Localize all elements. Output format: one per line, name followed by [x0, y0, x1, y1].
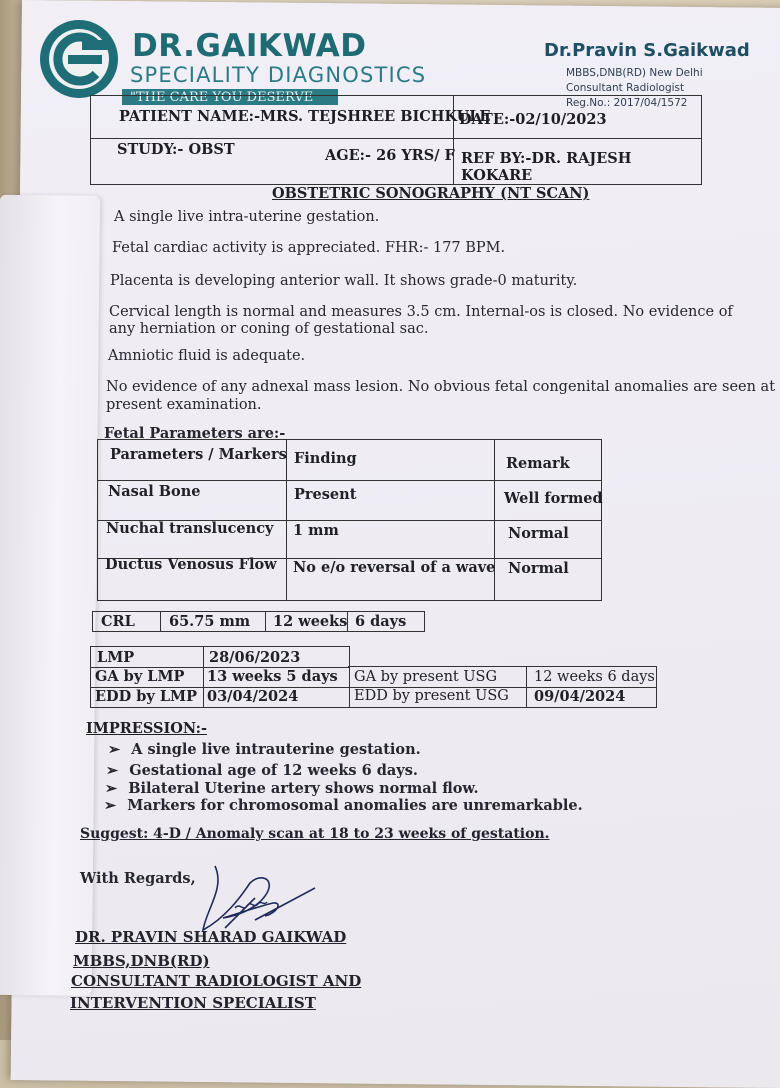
table-cell: Present — [294, 486, 357, 503]
edd-lmp-label: EDD by LMP — [95, 688, 198, 705]
ga-lmp-label: GA by LMP — [95, 668, 185, 685]
crl-table — [92, 611, 425, 632]
ga-usg-label: GA by present USG — [354, 669, 498, 685]
finding-line: A single live intra-uterine gestation. — [114, 209, 380, 225]
doctor-signature-role: CONSULTANT RADIOLOGIST AND — [71, 972, 362, 990]
suggestion-text: Suggest: 4-D / Anomaly scan at 18 to 23 weeks of gestation. — [80, 826, 550, 842]
table-cell: Nasal Bone — [108, 483, 201, 500]
doctor-role: Consultant Radiologist — [566, 82, 685, 94]
impression-heading: IMPRESSION:- — [86, 720, 207, 737]
patient-age: AGE:- 26 YRS/ F — [325, 147, 455, 164]
table-cell: No e/o reversal of a wave — [293, 559, 496, 576]
table-cell: Normal — [508, 560, 569, 577]
ga-lmp-value: 13 weeks 5 days — [207, 668, 338, 685]
table-header-parameters: Parameters / Markers — [110, 446, 287, 463]
table-cell: Well formed — [504, 490, 603, 507]
impression-text: Markers for chromosomal anomalies are unremarkable. — [127, 797, 583, 814]
doctor-signature-qualification: MBBS,DNB(RD) — [73, 952, 210, 970]
table-cell: Nuchal translucency — [106, 520, 274, 537]
impression-item — [105, 780, 479, 797]
brand-subtitle: SPECIALITY DIAGNOSTICS — [130, 63, 427, 87]
brand-name: DR.GAIKWAD — [132, 28, 367, 64]
impression-text: Bilateral Uterine artery shows normal flow. — [128, 780, 479, 797]
table-header-remark: Remark — [506, 455, 570, 472]
table-cell: 1 mm — [293, 522, 339, 539]
doctor-name-header: Dr.Pravin S.Gaikwad — [544, 40, 750, 61]
arrow-bullet-icon: ➢ — [108, 741, 121, 758]
crl-weeks: 12 weeks — [273, 613, 348, 630]
impression-item — [106, 762, 418, 779]
arrow-bullet-icon: ➢ — [104, 797, 117, 814]
doctor-signature-name: DR. PRAVIN SHARAD GAIKWAD — [75, 928, 347, 946]
patient-info-table — [90, 95, 702, 185]
brand-tagline: "THE CARE YOU DESERVE — [122, 89, 338, 105]
impression-text: A single live intrauterine gestation. — [131, 741, 421, 758]
table-header-finding: Finding — [294, 450, 357, 467]
report-title: OBSTETRIC SONOGRAPHY (NT SCAN) — [272, 185, 590, 202]
impression-text: Gestational age of 12 weeks 6 days. — [129, 762, 418, 779]
crl-label: CRL — [101, 613, 135, 630]
lmp-value: 28/06/2023 — [209, 649, 301, 666]
clinic-logo-icon — [38, 18, 120, 100]
finding-line: Placenta is developing anterior wall. It shows grade-0 maturity. — [110, 273, 578, 289]
finding-line: present examination. — [106, 397, 262, 413]
study-type: STUDY:- OBST — [117, 141, 235, 158]
doctor-qualification: MBBS,DNB(RD) New Delhi — [566, 67, 703, 79]
ga-usg-value: 12 weeks 6 days — [534, 669, 655, 685]
arrow-bullet-icon: ➢ — [105, 780, 118, 797]
patient-name: PATIENT NAME:-MRS. TEJSHREE BICHKULE — [119, 108, 491, 125]
fetal-params-table — [97, 439, 602, 601]
finding-line: Amniotic fluid is adequate. — [108, 348, 306, 364]
finding-line: Fetal cardiac activity is appreciated. FHR:- 177 BPM. — [112, 240, 506, 256]
doctor-signature-role: INTERVENTION SPECIALIST — [70, 994, 316, 1012]
finding-line: any herniation or coning of gestational sac. — [109, 321, 429, 337]
report-date: DATE:-02/10/2023 — [459, 111, 607, 128]
edd-lmp-value: 03/04/2024 — [207, 688, 299, 705]
regards-text: With Regards, — [80, 870, 196, 887]
usg-table — [348, 666, 657, 708]
arrow-bullet-icon: ➢ — [106, 762, 119, 779]
impression-item — [108, 741, 421, 758]
edd-usg-value: 09/04/2024 — [534, 688, 626, 705]
fetal-params-heading: Fetal Parameters are:- — [104, 425, 286, 442]
table-cell: Normal — [508, 525, 569, 542]
registration-number: Reg.No.: 2017/04/1572 — [566, 97, 688, 109]
impression-item — [104, 797, 583, 814]
lmp-table — [90, 646, 350, 708]
crl-value: 65.75 mm — [169, 613, 251, 630]
table-cell: Ductus Venosus Flow — [105, 556, 277, 573]
finding-line: Cervical length is normal and measures 3.5 cm. Internal-os is closed. No evidence of — [109, 304, 733, 320]
finding-line: No evidence of any adnexal mass lesion. No obvious fetal congenital anomalies are seen at — [106, 379, 776, 395]
crl-days: 6 days — [355, 613, 407, 630]
referred-by: REF BY:-DR. RAJESH KOKARE — [461, 150, 632, 184]
edd-usg-label: EDD by present USG — [354, 688, 509, 704]
lmp-label: LMP — [97, 649, 135, 666]
